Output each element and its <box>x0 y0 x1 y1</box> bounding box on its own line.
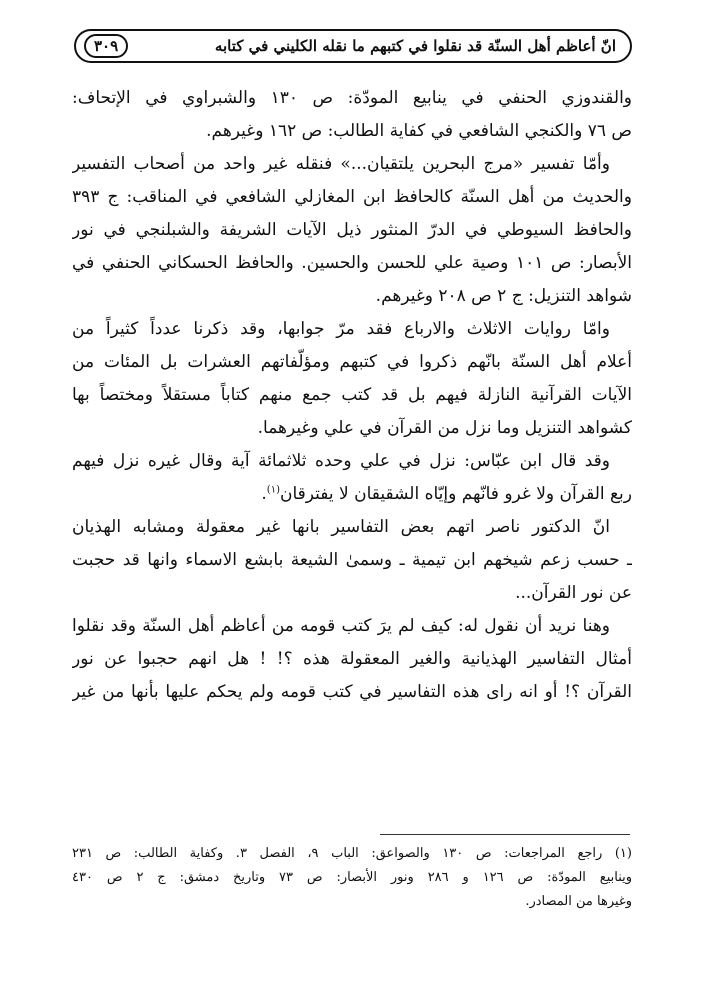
text-line: ـ حسب زعم شيخهم ابن تيمية ـ وسمىٰ الشيعة بابشع الاسماء وانها قد حجبت <box>72 550 632 570</box>
text-line: والحديث من أهل السنّة كالحافظ ابن المغازلي الشافعي في المناقب: ج ٣٩٣ <box>72 187 632 207</box>
text-line-content: ربع القرآن ولا غرو فانّهم وإيّاه الشقيقان لا يفترقان <box>279 484 632 504</box>
text-line: ربع القرآن ولا غرو فانّهم وإيّاه الشقيقان لا يفترقان$^{(١)}$. <box>261 484 632 504</box>
footnote-reference: (١) <box>266 484 280 496</box>
paragraph-2 <box>72 148 632 313</box>
footnote-line: وغيرها من المصادر. <box>525 894 632 909</box>
text-line: انّ الدكتور ناصر اتهم بعض التفاسير بانها غير معقولة ومشابه الهذيان <box>72 517 610 537</box>
text-line: عن نور القرآن... <box>515 583 632 603</box>
paragraph-1 <box>72 82 632 148</box>
main-text <box>72 82 632 709</box>
footnote-divider <box>380 834 630 835</box>
text-line: أعلام أهل السنّة بانّهم ذكروا في كتبهم ومؤلّفاتهم العشرات بل المئات من <box>72 352 632 372</box>
running-header-title: انّ أعاظم أهل السنّة قد نقلوا في كتبهم ما نقله الكليني في كتابه <box>214 37 616 55</box>
running-header <box>74 29 632 63</box>
text-line: شواهد التنزيل: ج ٢ ص ٢٠٨ وغيرهم. <box>375 286 632 306</box>
paragraph-6 <box>72 610 632 709</box>
page-number: ٣٠٩ <box>84 34 128 58</box>
text-line: وأمّا تفسير «مرج البحرين يلتقيان...» فنقله غير واحد من أصحاب التفسير <box>72 154 610 174</box>
footnotes <box>72 842 632 914</box>
text-line: وقد قال ابن عبّاس: نزل في علي وحده ثلاثمائة آية وقال غيره نزل فيهم <box>72 451 610 471</box>
text-line: كشواهد التنزيل وما نزل من القرآن في علي وغيرهما. <box>257 418 632 438</box>
paragraph-5 <box>72 511 632 610</box>
text-line: وامّا روايات الاثلاث والارباع فقد مرّ جوابها، وقد ذكرنا عدداً كثيراً من <box>72 319 610 339</box>
text-line: الأبصار: ص ١٠١ وصية علي للحسن والحسين. والحافظ الحسكاني الحنفي في <box>72 253 632 273</box>
paragraph-3 <box>72 313 632 445</box>
paragraph-4 <box>72 445 632 511</box>
text-line: وهنا نريد أن نقول له: كيف لم يرَ كتب قومه من أعاظم أهل السنّة وقد نقلوا <box>72 616 610 636</box>
footnote-line: (١) راجع المراجعات: ص ١٣٠ والصواعق: الباب ٩، الفصل ٣. وكفاية الطالب: ص ٢٣١ <box>72 846 632 861</box>
text-line: القرآن ؟! أو انه راى هذه التفاسير في كتب قومه ولم يحكم عليها بأنها من غير <box>72 682 632 702</box>
footnote-line: وينابيع المودّة: ص ١٢٦ و ٢٨٦ ونور الأبصار: ص ٧٣ وتاريخ دمشق: ج ٢ ص ٤٣٠ <box>72 870 632 885</box>
text-line: والحافظ السيوطي في الدرّ المنثور ذيل الآيات الشريفة والشبلنجي في نور <box>72 220 632 240</box>
text-line: أمثال التفاسير الهذيانية والغير المعقولة هذه ؟! ! هل انهم حجبوا عن نور <box>72 649 632 669</box>
text-line: ص ٧٦ والكنجي الشافعي في كفاية الطالب: ص ١٦٢ وغيرهم. <box>206 121 632 141</box>
text-line: والقندوزي الحنفي في ينابيع المودّة: ص ١٣٠ والشبراوي في الإتحاف: <box>72 88 632 108</box>
text-line: الآيات القرآنية النازلة فيهم بل قد كتب جمع منهم كتاباً مستقلاً ومختصاً بها <box>72 385 632 405</box>
